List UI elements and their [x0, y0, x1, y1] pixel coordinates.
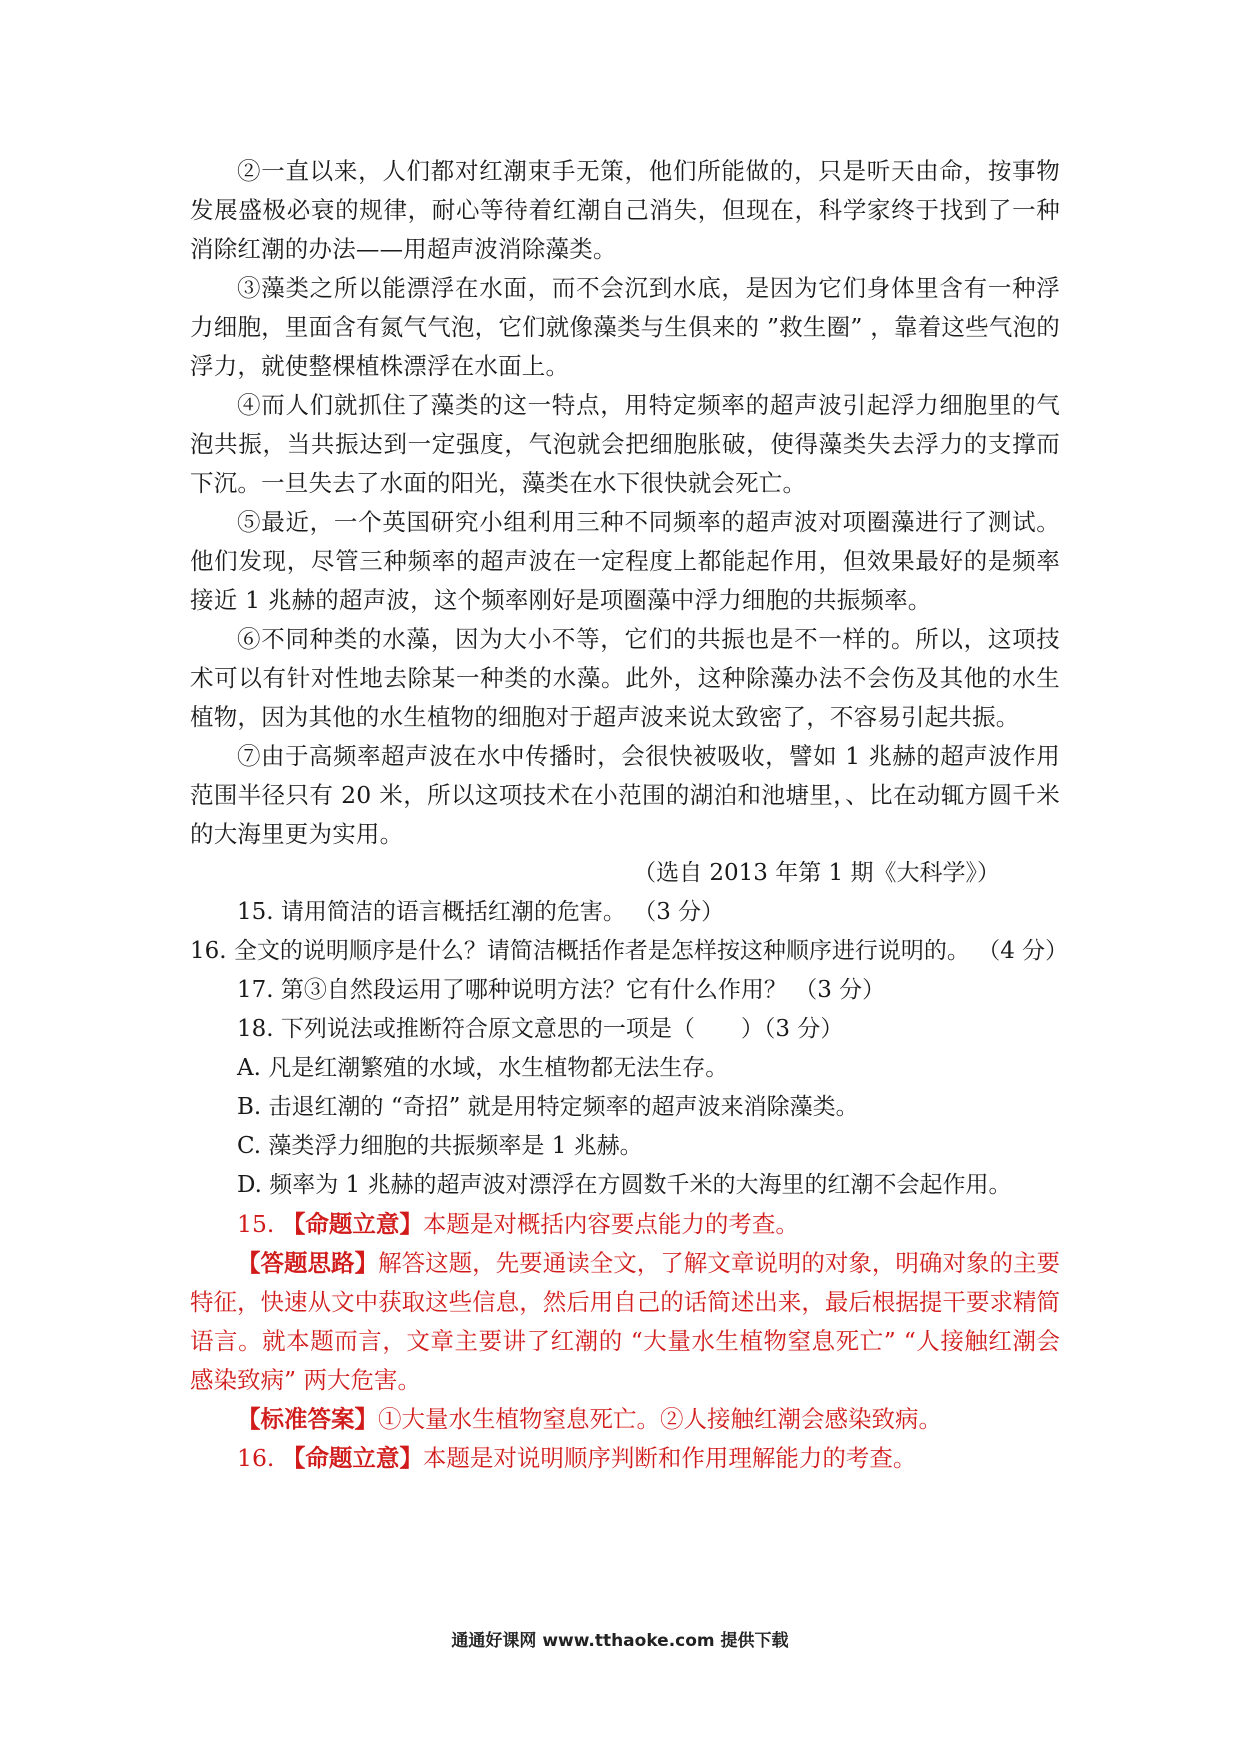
- paragraph-2: ②一直以来，人们都对红潮束手无策，他们所能做的，只是听天由命，按事物发展盛极必衰的规律，耐心等待着红潮自己消失，但现在，科学家终于找到了一种消除红潮的办法——用超声波消除藻类。: [190, 157, 1060, 263]
- answer-15-intent: [190, 1205, 1060, 1244]
- option-d: D. 频率为 1 兆赫的超声波对漂浮在方圆数千米的大海里的红潮不会起作用。: [237, 1172, 1012, 1198]
- answer-tag: 【命题立意】: [281, 1210, 423, 1238]
- option-a: A. 凡是红潮繁殖的水域，水生植物都无法生存。: [237, 1055, 729, 1081]
- question-16: 16. 全文的说明顺序是什么？请简洁概括作者是怎样按这种顺序进行说明的。 （4 分）: [190, 938, 1069, 964]
- article-source: （选自 2013 年第 1 期《大科学》）: [633, 860, 1000, 886]
- paragraph-6: ⑥不同种类的水藻，因为大小不等，它们的共振也是不一样的。所以，这项技术可以有针对性地去除某一种类的水藻。此外，这种除藻办法不会伤及其他的水生植物，因为其他的水生植物的细胞对于超声波来说太致密了，不容易引起共振。: [190, 625, 1060, 731]
- answer-number: 16.: [237, 1444, 282, 1472]
- answer-15-standard: [190, 1400, 1060, 1439]
- answer-text: ①大量水生植物窒息死亡。②人接触红潮会感染致病。: [378, 1405, 942, 1433]
- option-c: C. 藻类浮力细胞的共振频率是 1 兆赫。: [237, 1133, 643, 1159]
- paragraph-3: ③藻类之所以能漂浮在水面，而不会沉到水底，是因为它们身体里含有一种浮力细胞，里面含有氮气气泡，它们就像藻类与生俱来的 ”救生圈” ，靠着这些气泡的浮力，就使整棵植株漂浮在水面上。: [190, 274, 1060, 380]
- answer-text: 解答这题，先要通读全文，了解文章说明的对象，明确对象的主要特征，快速从文中获取这些信息，然后用自己的话简述出来，最后根据提干要求精简语言。就本题而言，文章主要讲了红潮的 “大量水生植物窒息死亡” “人接触红潮会感染致病” 两大危害。: [190, 1249, 1061, 1394]
- answer-text: 本题是对说明顺序判断和作用理解能力的考查。: [422, 1444, 917, 1472]
- answer-text: 本题是对概括内容要点能力的考查。: [422, 1210, 799, 1238]
- question-15: 15. 请用简洁的语言概括红潮的危害。 （3 分）: [237, 899, 725, 925]
- document-body: [190, 152, 1069, 1478]
- option-b: B. 击退红潮的 “奇招” 就是用特定频率的超声波来消除藻类。: [237, 1094, 859, 1120]
- answer-number: 15.: [237, 1210, 282, 1238]
- paragraph-4: ④而人们就抓住了藻类的这一特点，用特定频率的超声波引起浮力细胞里的气泡共振，当共振达到一定强度，气泡就会把细胞胀破，使得藻类失去浮力的支撑而下沉。一旦失去了水面的阳光，藻类在水下很快就会死亡。: [190, 391, 1060, 497]
- paragraph-5: ⑤最近，一个英国研究小组利用三种不同频率的超声波对项圈藻进行了测试。他们发现，尽管三种频率的超声波在一定程度上都能起作用，但效果最好的是频率接近 1 兆赫的超声波，这个频率刚好是项圈藻中浮力细胞的共振频率。: [190, 508, 1060, 614]
- answer-tag: 【命题立意】: [281, 1444, 423, 1472]
- answer-tag: 【标准答案】: [237, 1405, 378, 1433]
- answer-tag: 【答题思路】: [237, 1249, 379, 1277]
- answer-15-thinking: [190, 1244, 1060, 1400]
- question-17: 17. 第③自然段运用了哪种说明方法？它有什么作用？ （3 分）: [237, 977, 886, 1003]
- page-footer: 通通好课网 www.tthaoke.com 提供下载: [451, 1631, 789, 1651]
- question-18: 18. 下列说法或推断符合原文意思的一项是（ ）（3 分）: [237, 1016, 844, 1042]
- answer-16-intent: [190, 1439, 1060, 1478]
- paragraph-7: ⑦由于高频率超声波在水中传播时，会很快被吸收，譬如 1 兆赫的超声波作用范围半径只有 20 米，所以这项技术在小范围的湖泊和池塘里，、比在动辄方圆千米的大海里更为实用。: [190, 742, 1060, 848]
